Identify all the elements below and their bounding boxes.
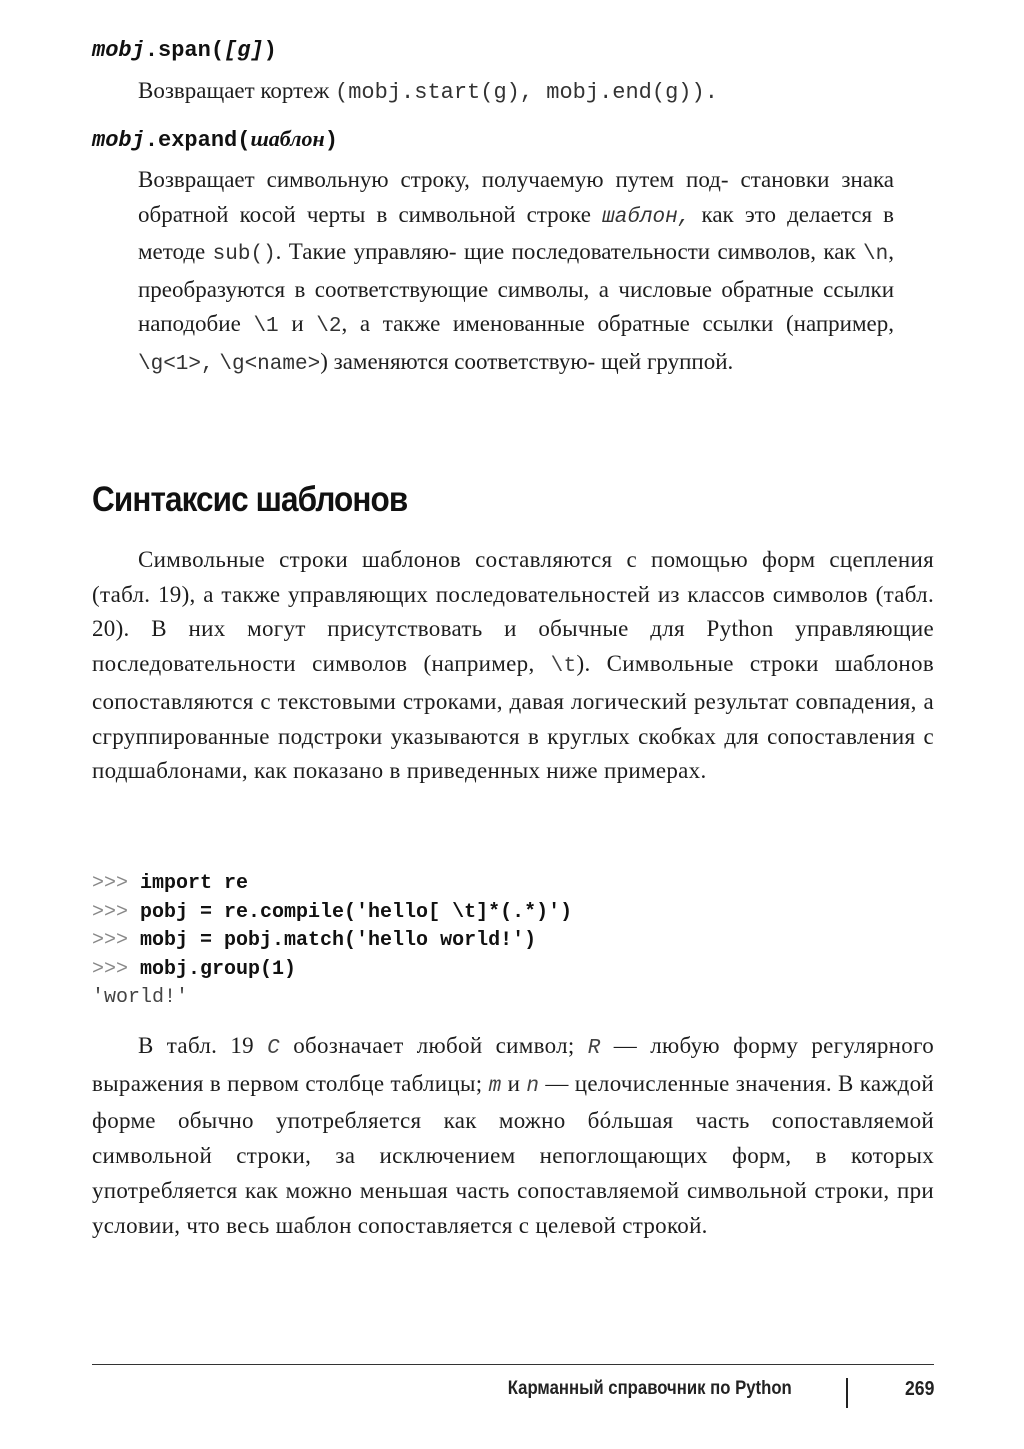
span-close: ) xyxy=(263,38,277,63)
expand-method-signature xyxy=(92,126,338,153)
paragraph-text: В табл. 19 xyxy=(138,1033,268,1058)
tab-escape-code: \t xyxy=(550,655,577,679)
expand-arg: шаблон xyxy=(250,126,325,151)
span-description xyxy=(138,76,718,108)
footer-divider xyxy=(92,1364,934,1365)
template-word: шаблон, xyxy=(602,205,691,229)
expand-object: mobj xyxy=(92,128,145,153)
expand-line: (например, xyxy=(786,311,895,337)
section-heading: Синтаксис шаблонов xyxy=(92,480,408,519)
paragraph-text: ). Символьные строки шаблонов сопоставляются с текстовыми строками, давая логический результат совпадения, а сгруппированные подстроки указываются в круглых скобках для сопоставления с подшаблонами, как показано в приведенных ниже примерах. xyxy=(92,651,934,784)
footer-book-title: Карманный справочник по Python xyxy=(507,1378,792,1399)
code-prompt: >>> xyxy=(92,900,141,924)
expand-line: . Такие управляю- xyxy=(275,239,457,265)
code-prompt: >>> xyxy=(92,872,141,895)
code-line xyxy=(92,899,572,928)
backref-1-code: \1 xyxy=(253,315,279,339)
code-command: import re xyxy=(140,872,249,895)
newline-escape-code: \n xyxy=(863,243,889,267)
var-n: n xyxy=(526,1074,540,1098)
expand-method: .expand( xyxy=(144,128,251,153)
sub-code: sub() xyxy=(212,243,276,267)
paragraph-text: — целочисленные значения. В каждой форме обычно употребляется как можно бóльшая часть сопоставляемой символьной строки, за исключением непоглощающих форм, в которых употребляется как можно меньшая часть сопоставляемой символьной строки, при условии, что весь шаблон сопоставляется с целевой строкой. xyxy=(92,1070,934,1238)
code-command: mobj = pobj.match('hello world!') xyxy=(140,929,537,952)
named-backref-1-code: \g<1>, xyxy=(138,352,214,376)
code-command: pobj = re.compile('hello[ \t]*(.*)') xyxy=(140,900,573,924)
table-legend-paragraph xyxy=(92,1029,934,1243)
expand-description xyxy=(138,163,894,383)
var-m: m xyxy=(488,1074,502,1098)
code-example xyxy=(92,870,572,1013)
pattern-syntax-paragraph xyxy=(92,543,934,789)
code-prompt: >>> xyxy=(92,929,141,952)
expand-line: ) заменяются соответствую- xyxy=(320,348,596,374)
expand-line: становки знака обратной косой черты в символьной строке xyxy=(138,167,894,227)
var-c: C xyxy=(267,1037,281,1060)
span-method: .span( xyxy=(144,38,225,63)
expand-line: как это делается в методе xyxy=(138,201,895,265)
page-number: 269 xyxy=(904,1378,934,1400)
backref-2-code: \2 xyxy=(316,315,342,339)
span-description-text: Возвращает кортеж xyxy=(138,78,336,103)
code-prompt: >>> xyxy=(92,957,141,981)
paragraph-text: и xyxy=(501,1070,527,1096)
code-line xyxy=(92,870,572,899)
expand-line: , а также именованные обратные ссылки xyxy=(341,311,774,337)
span-method-signature xyxy=(92,38,277,63)
expand-line: Возвращает символьную строку, получаемую путем под- xyxy=(138,167,729,192)
paragraph-text: — любую форму регулярного выражения в первом столбце таблицы; xyxy=(92,1033,935,1096)
code-command: mobj.group(1) xyxy=(140,957,297,981)
expand-line: в соответствующие символы, а числовые обратные ссылки xyxy=(294,276,895,302)
paragraph-text: Символьные строки шаблонов составляются с помощью форм сцепления (табл. 19), а также управляющих последовательностей из классов символов (табл. 20). В них могут присутствовать и обычные для Python управляющие последовательности символов (например, xyxy=(92,547,934,677)
var-r: R xyxy=(587,1037,601,1060)
expand-line: наподобие xyxy=(138,311,241,337)
span-object: mobj xyxy=(92,38,145,63)
code-line xyxy=(92,956,572,985)
expand-close: ) xyxy=(324,128,338,153)
expand-line: щей группой. xyxy=(600,348,734,374)
code-line xyxy=(92,927,572,956)
span-arg: [g] xyxy=(224,38,264,63)
named-backref-name-code: \g<name> xyxy=(219,352,321,376)
code-output: 'world!' xyxy=(92,986,189,1009)
footer-separator xyxy=(846,1378,848,1408)
expand-line: и xyxy=(291,311,304,337)
span-description-code: (mobj.start(g), mobj.end(g)). xyxy=(335,80,718,105)
paragraph-text: обозначает любой символ; xyxy=(280,1033,588,1058)
expand-line: , преобразуются xyxy=(138,239,894,302)
expand-line: щие последовательности символов, как xyxy=(463,239,856,265)
